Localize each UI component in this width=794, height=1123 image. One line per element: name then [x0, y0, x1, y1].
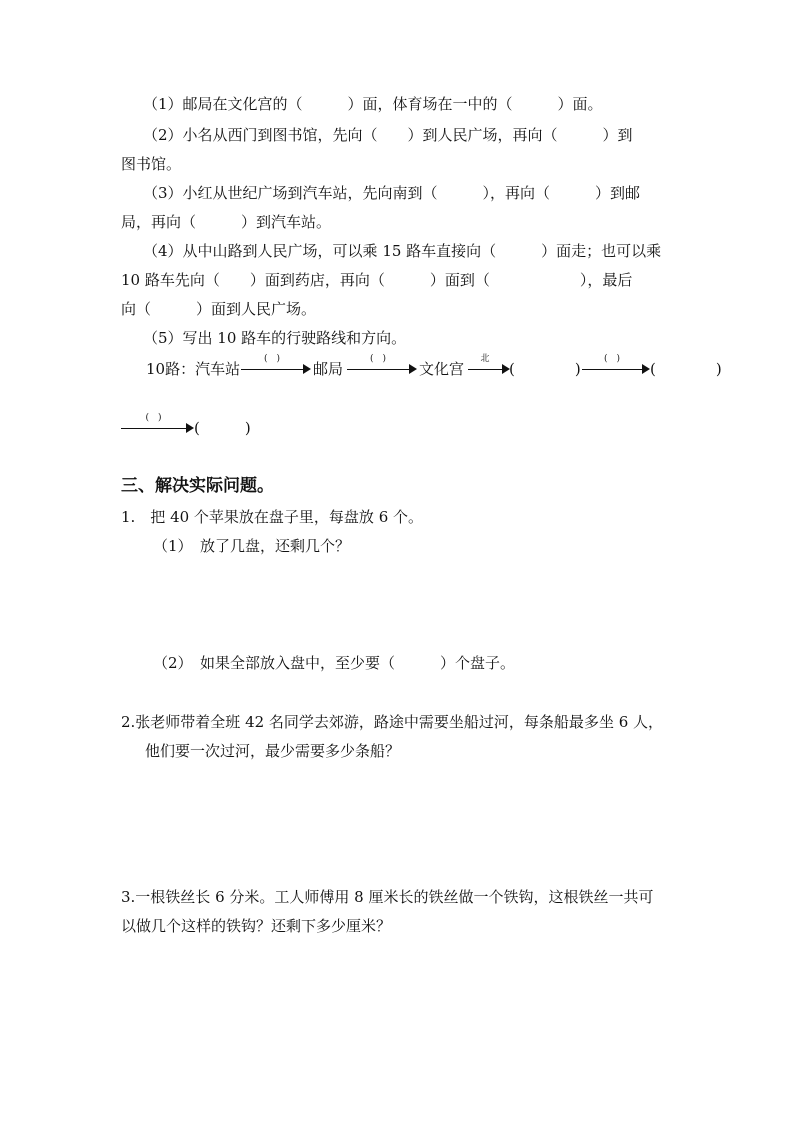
route-arrow-5 [121, 413, 194, 437]
route-blank-stop-3: ( ) [194, 419, 251, 437]
question-2-2-line1: （2）小名从西门到图书馆，先向（ ）到人民广场，再向（ ）到 [143, 126, 633, 144]
arrow-right-icon [303, 364, 311, 374]
question-2-4-line3: 向（ ）面到人民广场。 [121, 300, 317, 318]
question-2-3-line2: 局，再向（ ）到汽车站。 [121, 213, 332, 231]
route-blank-stop-1: ( ) [509, 360, 581, 378]
question-2-1: （1）邮局在文化宫的（ ）面，体育场在一中的（ ）面。 [143, 95, 603, 113]
route-arrow-1 [241, 354, 311, 378]
question-2-4-line2: 10 路车先向（ ）面到药店，再向（ ）面到（ ），最后 [121, 271, 633, 289]
problem-3-line1: 3.一根铁丝长 6 分米。工人师傅用 8 厘米长的铁丝做一个铁钩，这根铁丝一共可 [121, 888, 654, 906]
arrow-direction-blank: ( ) [145, 413, 162, 423]
question-2-2-line2: 图书馆。 [121, 155, 182, 173]
problem-2-line1: 2.张老师带着全班 42 名同学去郊游，路途中需要坐船过河，每条船最多坐 6 人， [121, 713, 664, 731]
problem-1-sub-2: （2） 如果全部放入盘中，至少要（ ）个盘子。 [153, 654, 516, 672]
question-2-3-line1: （3）小红从世纪广场到汽车站，先向南到（ ），再向（ ）到邮 [143, 184, 641, 202]
route-stop-post-office: 邮局 [313, 360, 344, 378]
route-stop-culture-palace: 文化宫 [419, 360, 465, 378]
section-3-title: 三、解决实际问题。 [121, 476, 274, 496]
arrow-right-icon [186, 423, 194, 433]
problem-2-line2: 他们要一次过河，最少需要多少条船？ [145, 742, 401, 760]
question-2-4-line1: （4）从中山路到人民广场，可以乘 15 路车直接向（ ）面走；也可以乘 [143, 242, 662, 260]
arrow-direction-blank: ( ) [369, 354, 387, 364]
arrow-direction-blank: ( ) [263, 354, 281, 364]
route-arrow-3 [468, 354, 510, 378]
arrow-right-icon [409, 364, 417, 374]
route-arrow-4 [582, 354, 650, 378]
route-blank-stop-2: ( ) [650, 360, 722, 378]
problem-3-line2: 以做几个这样的铁钩？还剩下多少厘米？ [121, 917, 392, 935]
arrow-right-icon [642, 364, 650, 374]
problem-1: 1. 把 40 个苹果放在盘子里，每盘放 6 个。 [121, 508, 424, 526]
problem-1-sub-1: （1） 放了几盘，还剩几个？ [153, 537, 351, 555]
arrow-direction-north: 北 [480, 354, 490, 364]
route-start: 10路：汽车站 [146, 360, 241, 378]
route-arrow-2 [347, 354, 417, 378]
arrow-direction-blank: ( ) [603, 354, 621, 364]
question-2-5: （5）写出 10 路车的行驶路线和方向。 [143, 329, 407, 347]
